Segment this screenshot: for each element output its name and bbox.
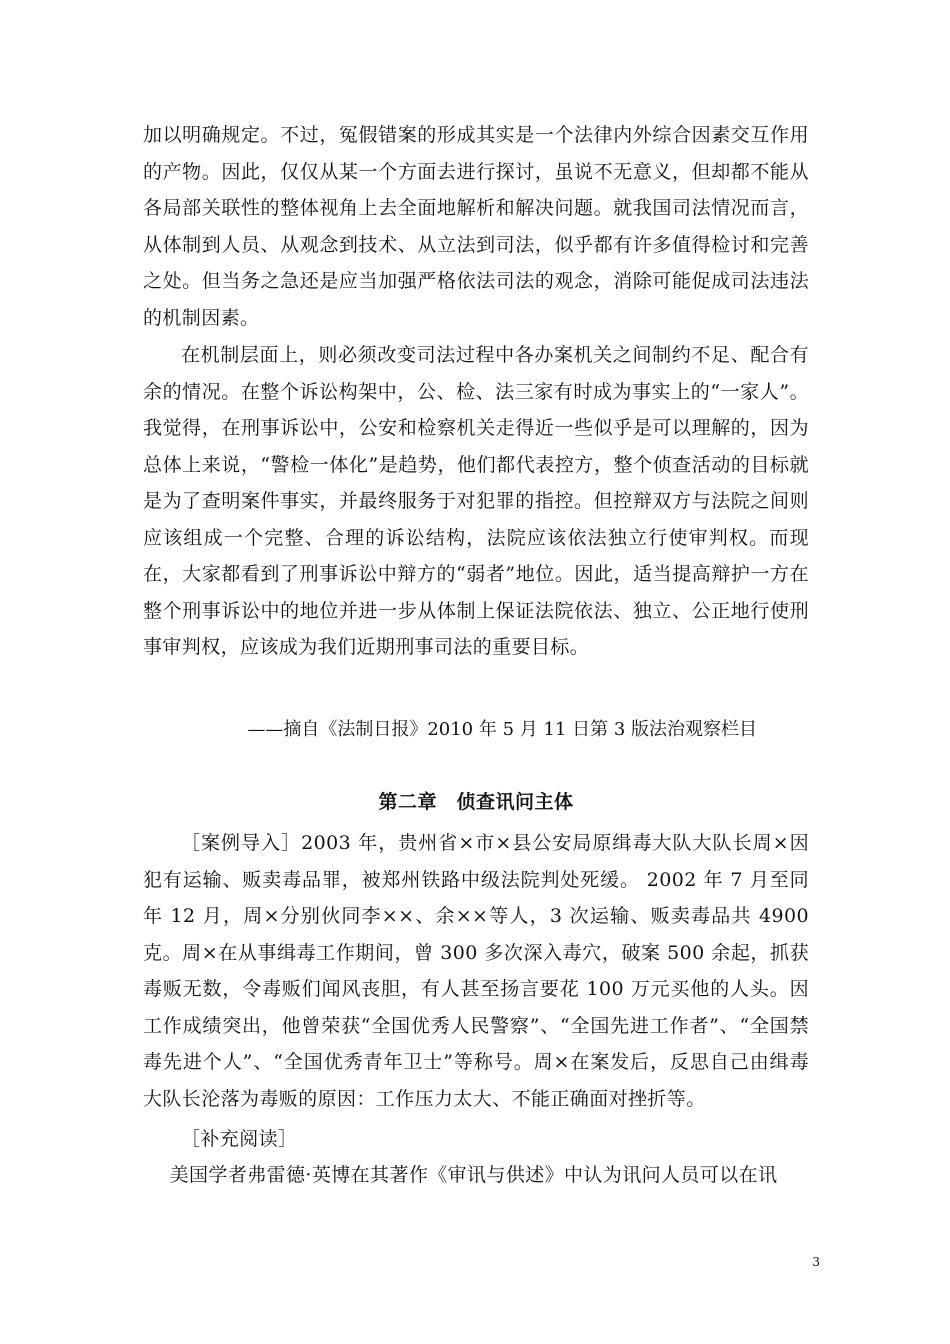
case-introduction-paragraph: ［案例导入］2003 年，贵州省×市×县公安局原缉毒大队大队长周×因犯有运输、贩卖毒品罪，被郑州铁路中级法院判处死缓。 2002 年 7 月至同年 12 月，周×分别伙同李××、余××等人，3 次运输、贩卖毒品共 4900 克。周×在从事缉毒工作期间，曾 300 多次深入毒穴，破案 500 余起，抓获毒贩无数，令毒贩们闻风丧胆，有人甚至扬言要花 100 万元买他的人头。因工作成绩突出，他曾荣获“全国优秀人民警察”、“全国先进工作者”、“全国禁毒先进个人”、“全国优秀青年卫士”等称号。周×在案发后，反思自己由缉毒大队长沦落为毒贩的原因：工作压力太大、不能正确面对挫折等。 bbox=[143, 832, 809, 1110]
source-citation: ——摘自《法制日报》2010 年 5 月 11 日第 3 版法治观察栏目 bbox=[247, 719, 757, 740]
supplementary-reading-label: ［补充阅读］ bbox=[181, 1128, 298, 1150]
page-number: 3 bbox=[812, 1255, 820, 1269]
supplementary-reading-paragraph: 美国学者弗雷德·英博在其著作《审讯与供述》中认为讯问人员可以在讯 bbox=[169, 1164, 778, 1186]
chapter-title: 第二章 侦查讯问主体 bbox=[378, 791, 574, 813]
paragraph-mechanism: 在机制层面上，则必须改变司法过程中各办案机关之间制约不足、配合有余的情况。在整个诉讼构架中，公、检、法三家有时成为事实上的“一家人”。我觉得，在刑事诉讼中，公安和检察机关走得近一些似乎是可以理解的，因为总体上来说，“警检一体化”是趋势，他们都代表控方，整个侦查活动的目标就是为了查明案件事实，并最终服务于对犯罪的指控。但控辩双方与法院之间则应该组成一个完整、合理的诉讼结构，法院应该依法独立行使审判权。而现在，大家都看到了刑事诉讼中辩方的“弱者”地位。因此，适当提高辩护一方在整个刑事诉讼中的地位并进一步从体制上保证法院依法、独立、公正地行使刑事审判权，应该成为我们近期刑事司法的重要目标。 bbox=[143, 344, 809, 658]
paragraph-continued: 加以明确规定。不过，冤假错案的形成其实是一个法律内外综合因素交互作用的产物。因此，仅仅从某一个方面去进行探讨，虽说不无意义，但却都不能从各局部关联性的整体视角上去全面地解析和解决问题。就我国司法情况而言，从体制到人员、从观念到技术、从立法到司法，似乎都有许多值得检讨和完善之处。但当务之急还是应当加强严格依法司法的观念，消除可能促成司法违法的机制因素。 bbox=[143, 124, 809, 329]
